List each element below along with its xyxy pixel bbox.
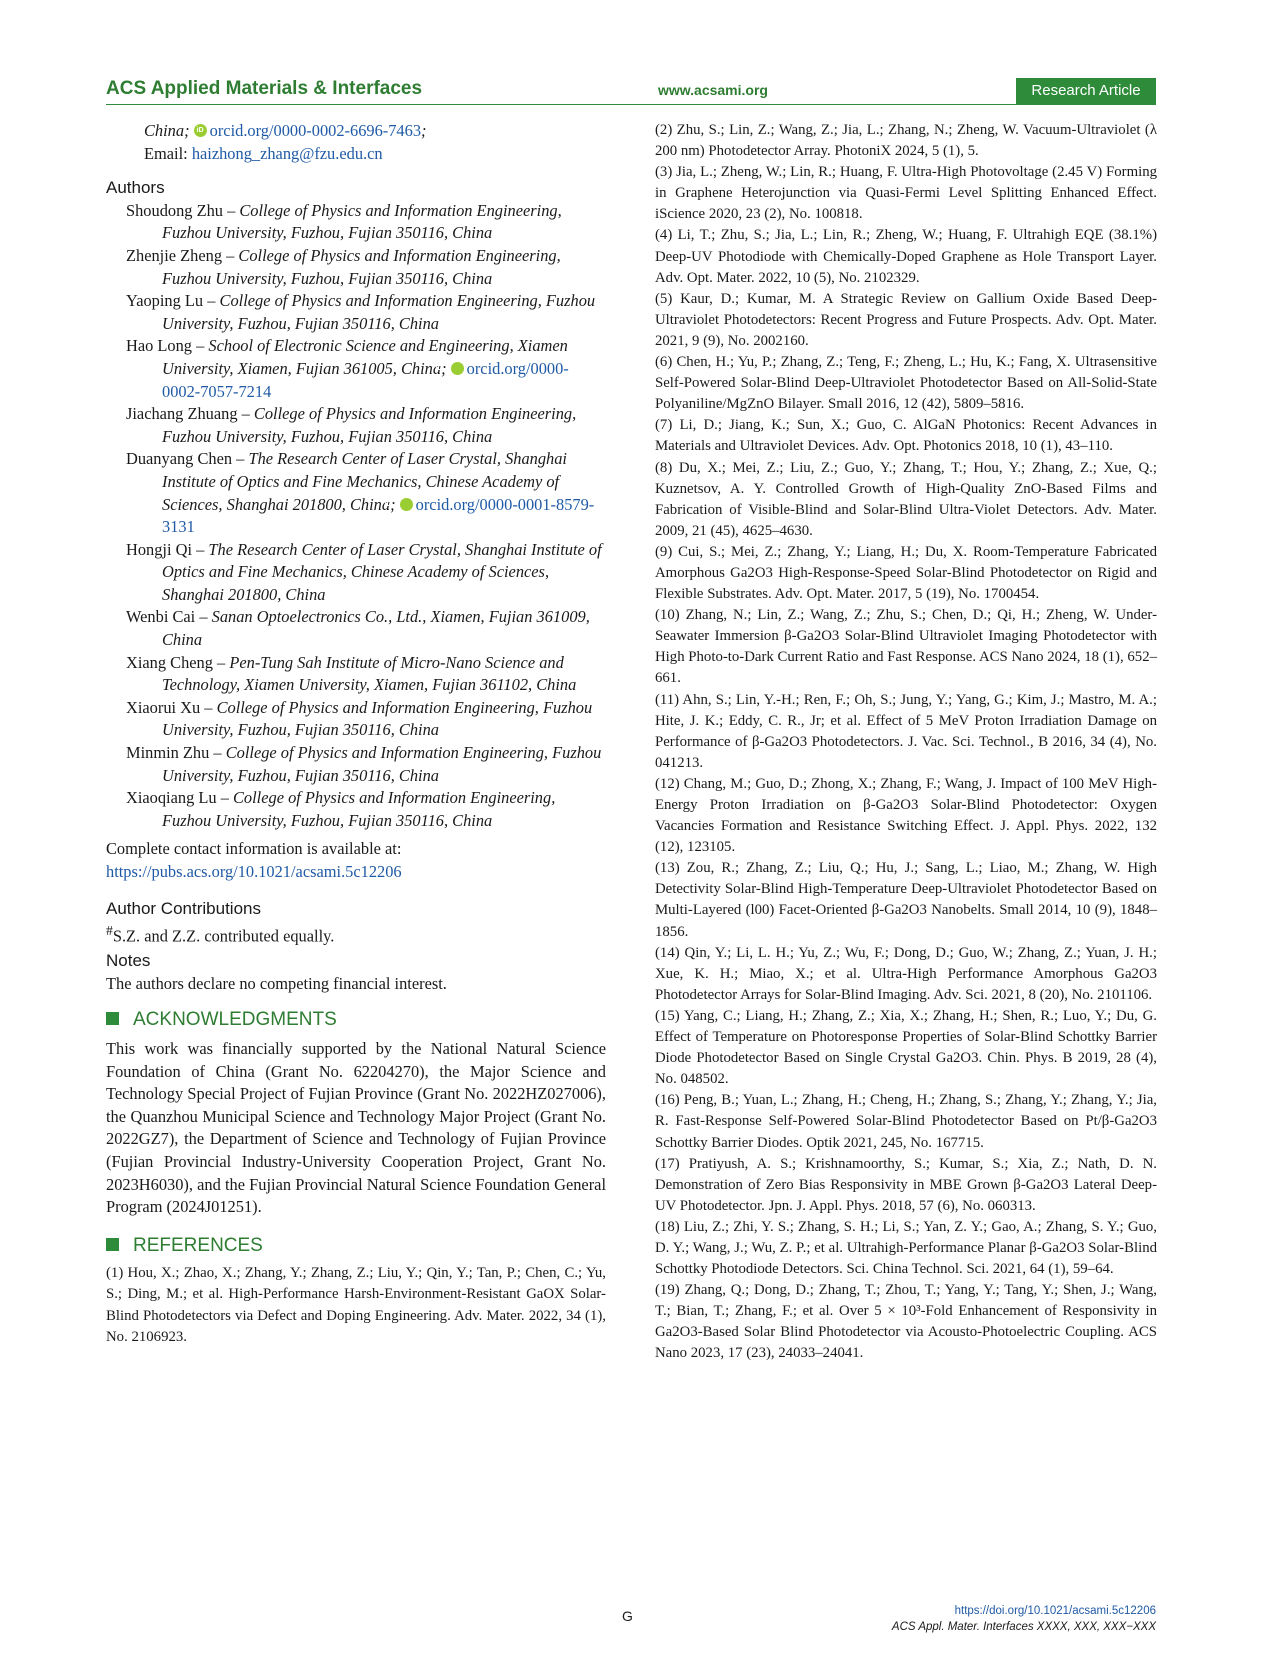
authors-list [106, 200, 606, 833]
reference-item: (3) Jia, L.; Zheng, W.; Lin, R.; Huang, F. Ultra-High Photovoltage (2.45 V) Forming in Graphene Heterojunction via Quasi-Fermi Level Splitting Enhanced Effect. iScience 2020, 23 (2), No. 100818. [655, 164, 1157, 223]
references-title: REFERENCES [133, 1234, 263, 1256]
author-separator: – [232, 449, 249, 469]
reference-item: (15) Yang, C.; Liang, H.; Zhang, Z.; Xia, X.; Zhang, H.; Shen, R.; Luo, Y.; Du, G. Effect of Temperature on Photoresponse Properties of Solar-Blind Schottky Barrier Diode Photodetector Based on Single Crystal Ga2O3. Chin. Phys. B 2019, 28 (4), No. 048502. [655, 1007, 1157, 1088]
left-column [106, 120, 606, 1348]
orcid-link[interactable]: orcid.org/0000-0002-6696-7463 [209, 121, 422, 140]
author-separator: – [192, 539, 209, 559]
references-heading [106, 1235, 606, 1258]
acknowledgments-title: ACKNOWLEDGMENTS [133, 1009, 337, 1031]
section-square-icon [106, 1238, 119, 1251]
corresponding-affiliation-end: China; [144, 121, 190, 140]
reference-item: (17) Pratiyush, A. S.; Krishnamoorthy, S.; Kumar, S.; Xia, Z.; Nath, D. N. Demonstration of Zero Bias Responsivity in MBE Grown β-Ga2O3 Lateral Deep-UV Photodetector. Jpn. J. Appl. Phys. 2018, 57 (6), No. 060313. [655, 1155, 1157, 1214]
reference-item: (2) Zhu, S.; Lin, Z.; Wang, Z.; Jia, L.; Zhang, N.; Zheng, W. Vacuum-Ultraviolet (λ 200 nm) Photodetector Array. PhotoniX 2024, 5 (1), 5. [655, 122, 1157, 160]
author-name: Xiaorui Xu [126, 697, 201, 717]
reference-item: (9) Cui, S.; Mei, Z.; Zhang, Y.; Liang, H.; Du, X. Room-Temperature Fabricated Amorphous Ga2O3 High-Response-Speed Solar-Blind Photodetector on Rigid and Flexible Substrates. Adv. Opt. Mater. 2017, 5 (19), No. 1700454. [655, 543, 1157, 603]
author-affiliation: College of Physics and Information Engineering, Fuzhou University, Fuzhou, Fujian 350116, China [162, 697, 593, 740]
author-contributions-heading: Author Contributions [106, 898, 261, 918]
right-column [655, 120, 1157, 1365]
email-label: Email: [144, 143, 188, 163]
orcid-link[interactable]: orcid.org/0000-0001-8579-3131 [162, 494, 595, 537]
author-name: Yaoping Lu [126, 291, 204, 311]
author-affiliation: The Research Center of Laser Crystal, Shanghai Institute of Optics and Fine Mechanics, Chinese Academy of Sciences, Shanghai 201800, China; [162, 449, 567, 514]
page-number: G [622, 1608, 633, 1624]
author-separator: – [216, 788, 233, 808]
author-entry [106, 742, 606, 787]
author-name: Minmin Zhu [126, 743, 210, 763]
author-entry [106, 606, 606, 651]
author-name: Zhenjie Zheng [126, 245, 223, 265]
article-type-badge: Research Article [1016, 78, 1156, 104]
author-contributions-text [106, 920, 606, 948]
author-entry [106, 539, 606, 607]
author-affiliation: College of Physics and Information Engineering, Fuzhou University, Fuzhou, Fujian 350116, China [162, 743, 602, 785]
author-separator: – [203, 291, 220, 311]
author-entry [106, 200, 606, 245]
contact-url-link[interactable]: https://pubs.acs.org/10.1021/acsami.5c12206 [106, 862, 402, 881]
corresponding-author-tail [106, 120, 606, 165]
author-entry [106, 787, 606, 832]
author-affiliation: The Research Center of Laser Crystal, Shanghai Institute of Optics and Fine Mechanics, Chinese Academy of Sciences, Shanghai 201800, China [162, 539, 602, 604]
notes-text: The authors declare no competing financial interest. [106, 973, 447, 993]
author-name: Shoudong Zhu [126, 200, 223, 220]
reference-item: (4) Li, T.; Zhu, S.; Jia, L.; Lin, R.; Zheng, W.; Huang, F. Ultrahigh EQE (38.1%) Deep-UV Photodiode with Chemically-Doped Graphene as Hole Transport Layer. Adv. Opt. Mater. 2022, 10 (5), No. 2102329. [655, 227, 1157, 286]
author-affiliation: College of Physics and Information Engineering, Fuzhou University, Fuzhou, Fujian 350116, China [162, 404, 577, 446]
section-square-icon [106, 1012, 119, 1025]
acknowledgments-text: This work was financially supported by the National Natural Science Foundation of China (Grant No. 62204270), the Major Science and Technology Special Project of Fujian Province (Grant No. 2022HZ027006), the Quanzhou Municipal Science and Technology Major Project (Grant No. 2022GZ7), the Department of Science and Technology of Fujian Province (Fujian Provincial Industry-University Cooperation Project, Grant No. 2023H6030), and the Fujian Provincial Natural Science Foundation General Program (2024J01251). [106, 1039, 606, 1217]
footer-doi-link[interactable]: https://doi.org/10.1021/acsami.5c12206 [954, 1605, 1156, 1617]
footer-citation: ACS Appl. Mater. Interfaces XXXX, XXX, XXX−XXX [891, 1621, 1156, 1633]
author-separator: – [200, 697, 217, 717]
author-separator: – [195, 607, 212, 627]
author-entry [106, 652, 606, 697]
author-entry [106, 335, 606, 403]
contact-info [106, 838, 606, 883]
orcid-separator: ; [421, 121, 427, 140]
author-separator: – [212, 652, 230, 672]
reference-item: (7) Li, D.; Jiang, K.; Sun, X.; Guo, C. AlGaN Photonics: Recent Advances in Materials and Ultraviolet Devices. Adv. Opt. Photonics 2018, 10 (1), 43–110. [655, 417, 1157, 455]
journal-url-link[interactable]: www.acsami.org [658, 82, 768, 98]
author-name: Hongji Qi [126, 539, 193, 559]
author-separator: – [237, 404, 254, 424]
author-entry [106, 290, 606, 335]
author-separator: – [192, 336, 209, 356]
author-name: Xiang Cheng [126, 652, 213, 672]
reference-item: (14) Qin, Y.; Li, L. H.; Yu, Z.; Wu, F.; Dong, D.; Guo, W.; Zhang, Z.; Yuan, J. H.; Xue, K. H.; Miao, X.; et al. Ultra-High Performance Amorphous Ga2O3 Photodetector Arrays for Solar-Blind Imaging. Adv. Sci. 2021, 8 (20), No. 2101106. [655, 944, 1157, 1003]
page-header [106, 78, 1156, 104]
orcid-icon [194, 124, 207, 137]
author-name: Jiachang Zhuang [126, 404, 238, 424]
author-affiliation: Pen-Tung Sah Institute of Micro-Nano Science and Technology, Xiamen University, Xiamen, Fujian 361102, China [162, 652, 577, 695]
author-affiliation: College of Physics and Information Engineering, Fuzhou University, Fuzhou, Fujian 350116, China [162, 291, 596, 333]
contact-text: Complete contact information is available at: [106, 839, 402, 859]
author-affiliation: College of Physics and Information Engineering, Fuzhou University, Fuzhou, Fujian 350116, China [162, 200, 562, 243]
author-affiliation: College of Physics and Information Engineering, Fuzhou University, Fuzhou, Fujian 350116, China [162, 788, 556, 830]
journal-name: ACS Applied Materials & Interfaces [106, 78, 423, 99]
author-affiliation: Sanan Optoelectronics Co., Ltd., Xiamen, Fujian 361009, China [162, 607, 590, 650]
author-entry [106, 245, 606, 290]
notes-heading: Notes [106, 951, 151, 971]
reference-item: (5) Kaur, D.; Kumar, M. A Strategic Review on Gallium Oxide Based Deep-Ultraviolet Photodetectors: Recent Progress and Future Prospects. Adv. Opt. Mater. 2021, 9 (9), No. 2002160. [655, 290, 1157, 349]
author-name: Wenbi Cai [126, 607, 196, 627]
acknowledgments-heading [106, 1009, 606, 1032]
header-divider [106, 104, 1156, 105]
author-entry [106, 448, 606, 538]
reference-item: (8) Du, X.; Mei, Z.; Liu, Z.; Guo, Y.; Zhang, T.; Hou, Y.; Zhang, Z.; Xue, Q.; Kuznetsov, A. Y. Controlled Growth of High-Quality ZnO-Based Films and Fabrication of Visible-Blind and Solar-Blind Ultra-Violet Detectors. Adv. Mater. 2009, 21 (45), 4625–4630. [655, 459, 1157, 539]
author-separator: – [222, 245, 239, 265]
authors-heading: Authors [106, 178, 165, 198]
reference-item: (11) Ahn, S.; Lin, Y.-H.; Ren, F.; Oh, S.; Jung, Y.; Yang, G.; Kim, J.; Mastro, M. A.; Hite, J. K.; Eddy, C. R., Jr; et al. Effect of 5 MeV Proton Irradiation Damage on Performance of β-Ga2O3 Photodetectors. J. Vac. Sci. Technol., B 2016, 34 (4), No. 041213. [655, 691, 1157, 771]
author-name: Hao Long [126, 336, 193, 356]
reference-item: (12) Chang, M.; Guo, D.; Zhong, X.; Zhang, F.; Wang, J. Impact of 100 MeV High-Energy Proton Irradiation on β-Ga2O3 Solar-Blind Photodetector: Oxygen Vacancies Formation and Resistance Switching Effect. J. Appl. Phys. 2022, 132 (12), 123105. [655, 775, 1157, 856]
author-affiliation: College of Physics and Information Engineering, Fuzhou University, Fuzhou, Fujian 350116, China [162, 245, 561, 288]
orcid-link[interactable]: orcid.org/0000-0002-7057-7214 [162, 358, 569, 401]
reference-item: (18) Liu, Z.; Zhi, Y. S.; Zhang, S. H.; Li, S.; Yan, Z. Y.; Gao, A.; Zhang, S. Y.; Guo, D. Y.; Wang, J.; Wu, Z. P.; et al. Ultrahigh-Performance Planar β-Ga2O3 Solar-Blind Schottky Photodiode Detectors. Sci. China Technol. Sci. 2021, 64 (1), 59–64. [655, 1218, 1157, 1278]
author-entry [106, 403, 606, 448]
reference-item: (10) Zhang, N.; Lin, Z.; Wang, Z.; Zhu, S.; Chen, D.; Qi, H.; Zheng, W. Under-Seawater Immersion β-Ga2O3 Solar-Blind Ultraviolet Imaging Photodetector with High Photo-to-Dark Current Ratio and Fast Response. ACS Nano 2024, 18 (1), 652–661. [655, 607, 1157, 687]
reference-item: (13) Zou, R.; Zhang, Z.; Liu, Q.; Hu, J.; Sang, L.; Liao, M.; Zhang, W. High Detectivity Solar-Blind High-Temperature Deep-Ultraviolet Photodetector Based on Multi-Layered (l00) Facet-Oriented β-Ga2O3 Nanobelts. Small 2014, 10 (9), 1848–1856. [655, 860, 1157, 940]
reference-item: (1) Hou, X.; Zhao, X.; Zhang, Y.; Zhang, Z.; Liu, Y.; Qin, Y.; Tan, P.; Chen, C.; Yu, S.; Ding, M.; et al. High-Performance Harsh-Environment-Resistant GaOX Solar-Blind Photodetectors via Defect and Doping Engineering. Adv. Mater. 2022, 34 (1), No. 2106923. [106, 1265, 606, 1345]
equal-contribution-mark: # [106, 923, 113, 939]
author-name: Duanyang Chen [126, 449, 233, 469]
author-affiliation: School of Electronic Science and Engineering, Xiamen University, Xiamen, Fujian 361005, China; [162, 336, 568, 378]
email-link[interactable]: haizhong_zhang@fzu.edu.cn [191, 143, 383, 163]
reference-item: (19) Zhang, Q.; Dong, D.; Zhang, T.; Zhou, T.; Yang, Y.; Tang, Y.; Shen, J.; Wang, T.; Bian, T.; Zhang, F.; et al. Over 5 × 10³-Fold Enhancement of Responsivity in Ga2O3-Based Solar Blind Photodetector via Acousto-Photoelectric Coupling. ACS Nano 2023, 17 (23), 24033–24041. [655, 1282, 1157, 1362]
references-list [655, 120, 1157, 1365]
author-entry [106, 697, 606, 742]
reference-item: (6) Chen, H.; Yu, P.; Zhang, Z.; Teng, F.; Zheng, L.; Hu, K.; Fang, X. Ultrasensitive Self-Powered Solar-Blind Deep-Ultraviolet Photodetector Based on All-Solid-State Polyaniline/MgZnO Bilayer. Small 2016, 12 (42), 5809–5816. [655, 354, 1157, 413]
contributions-statement: S.Z. and Z.Z. contributed equally. [112, 926, 335, 946]
orcid-icon [400, 498, 413, 511]
reference-item: (16) Peng, B.; Yuan, L.; Zhang, H.; Cheng, H.; Zhang, S.; Zhang, Y.; Zhang, Y.; Jia, R. Fast-Response Self-Powered Solar-Blind Photodetector Based on Pt/β-Ga2O3 Schottky Barrier Diodes. Optik 2021, 245, No. 167715. [655, 1092, 1157, 1151]
author-separator: – [222, 200, 240, 220]
author-name: Xiaoqiang Lu [126, 788, 217, 808]
orcid-icon [451, 362, 464, 375]
author-separator: – [209, 743, 226, 763]
